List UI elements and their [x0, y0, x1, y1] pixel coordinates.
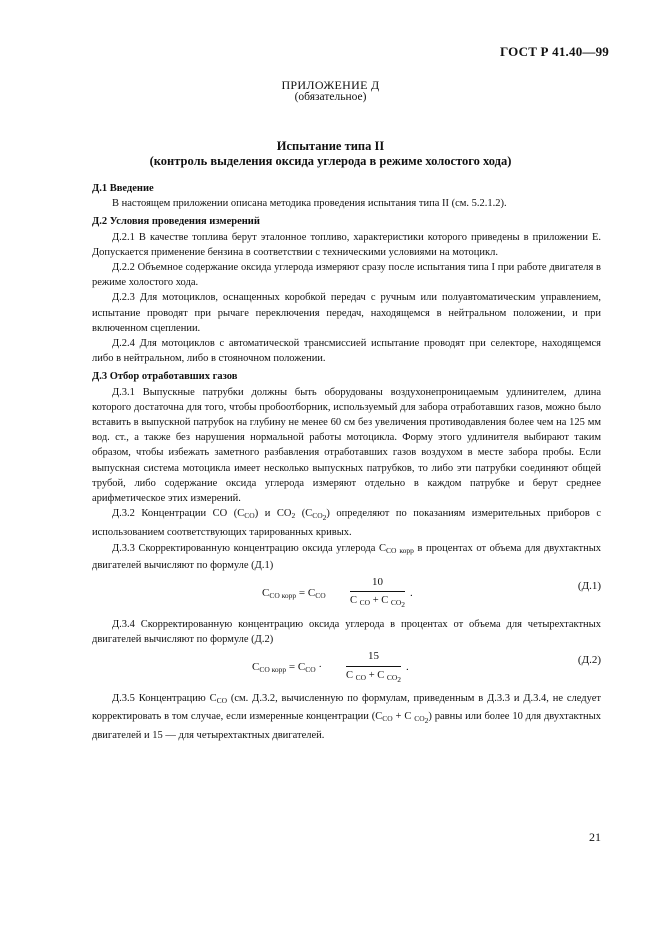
formula-d1: $C_{CO корр} = C_{CO}$ $\frac{10}{C _{CO} + C _{CO_2}}$ . (Д.1) — [92, 573, 601, 617]
paragraph-d3-3: Д.3.3 Скорректированную концентрацию оксида углерода $C_{CO корр}$ в процентах от объема для двухтактных двигателей вычисляют по формуле (Д.1) — [92, 542, 601, 571]
appendix-status: (обязательное) — [294, 91, 367, 103]
page-number: 21 — [589, 830, 601, 844]
paragraph-d2-4: Д.2.4 Для мотоциклов с автоматической трансмиссией испытание проводят при селекторе, находящемся либо в нейтральном, либо в стояночном положении. — [92, 338, 601, 365]
section-heading-d2: Д.2 Условия проведения измерений — [92, 216, 260, 228]
section-heading-d1: Д.1 Введение — [92, 183, 154, 194]
paragraph-d2-2: Д.2.2 Объемное содержание оксида углерода измеряют сразу после испытания типа I при работе двигателя в режиме холостого хода. — [92, 262, 601, 289]
paragraph-d1: В настоящем приложении описана методика проведения испытания типа II (см. 5.2.1.2). — [112, 198, 507, 210]
section-heading-d3: Д.3 Отбор отработавших газов — [92, 371, 238, 383]
paragraph-d2-3: Д.2.3 Для мотоциклов, оснащенных коробкой передач с ручным или полуавтоматическим управлением, испытание проводят при рычаге переключения передач, находящемся в нейтральном положении, и при включенном сцеплении. — [92, 292, 601, 334]
formula-d1-fraction: $\frac{10}{C _{CO} + C _{CO_2}}$ — [350, 576, 406, 610]
document-code: ГОСТ Р 41.40—99 — [500, 44, 609, 59]
formula-d2: $C_{CO корр} = C_{CO}$ · $\frac{15}{C _{CO} + C _{CO_2}}$ . (Д.2) — [92, 647, 601, 691]
paragraph-d2-1: Д.2.1 В качестве топлива берут эталонное топливо, характеристики которого приведены в приложении Е. Допускается применение бензина в соответствии с техническими условиями на мотоцикл. — [92, 231, 601, 258]
paragraph-d3-1: Д.3.1 Выпускные патрубки должны быть оборудованы воздухонепроницаемым удлинителем, длина которого достаточна для того, чтобы пробоотборник, используемый для забора отработавших газов, можно было вставить в выпускной патрубок на глубину не менее 60 см без увеличения противодавления более чем на 125 мм вод. ст., а также без нарушения нормальной работы мотоцикла. Форму этого удлинителя выбирают таким образом, чтобы избежать заметного разбавления отработавших газов воздухом в месте забора пробы. Если выпускная система мотоцикла имеет несколько выпускных патрубков, то либо эти патрубки соединяют общей трубой, либо содержание оксида углерода измеряют отдельно в каждом патрубке и берут среднее арифметическое этих измерений. — [92, 386, 601, 505]
document-body — [92, 178, 601, 743]
paragraph-d3-4: Д.3.4 Скорректированную концентрацию оксида углерода в процентах от объема для четырехтактных двигателей вычисляют по формуле (Д.2) — [92, 619, 601, 646]
formula-d1-label: (Д.1) — [577, 580, 601, 593]
paragraph-d3-5: Д.3.5 Концентрацию $C_{CO}$ (см. Д.3.2, вычисленную по формулам, приведенным в Д.3.3 и Д.3.4, не следует корректировать в том случае, если измеренные концентрации ($C_{CO} + C$ $_{CO_2}$) равны или более 10 для двухтактных двигателей и 15 — для четырехтактных двигателей. — [92, 693, 601, 741]
main-title-line2: (контроль выделения оксида углерода в режиме холостого хода) — [149, 154, 512, 168]
formula-d2-label: (Д.2) — [577, 654, 601, 667]
main-title-line1: Испытание типа II — [276, 139, 385, 153]
appendix-title: ПРИЛОЖЕНИЕ Д — [281, 78, 380, 92]
paragraph-d3-2: Д.3.2 Концентрации CO $(C_{CO})$ и $CO_2$ $(C_{CO_2})$ определяют по показаниям измерительных приборов с использованием соответствующих тарированных кривых. — [92, 508, 602, 539]
formula-d2-fraction: $\frac{15}{C _{CO} + C _{CO_2}}$ — [346, 650, 402, 684]
